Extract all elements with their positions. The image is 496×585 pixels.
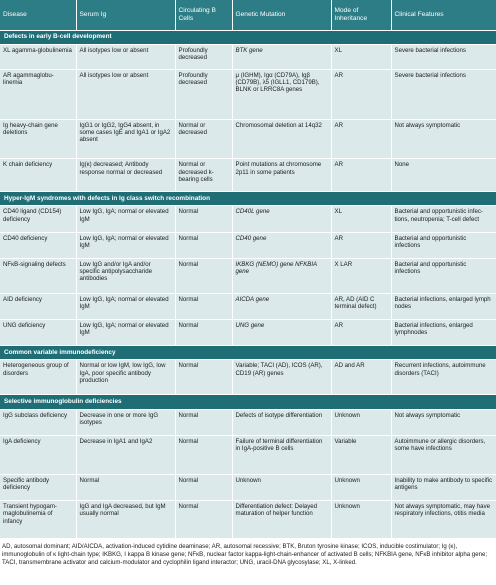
cell-b-cells: Normal	[175, 258, 232, 293]
cell-inheritance: Unknown	[331, 475, 391, 501]
cell-genetic-mutation: Failure of terminal differentiation in IgA-positive B cells	[232, 435, 331, 474]
cell-clinical-features: Bacterial and opportunistic infections	[391, 258, 496, 293]
section-header-row	[0, 30, 496, 44]
table-row	[0, 258, 496, 293]
table-row	[0, 159, 496, 192]
section-header-row	[0, 346, 496, 360]
cell-serum-ig: Decrease in one or more IgG isotypes	[76, 409, 175, 435]
cell-disease: NFκB-signaling defects	[0, 258, 76, 293]
cell-b-cells: Normal	[175, 293, 232, 319]
cell-inheritance: AR	[331, 319, 391, 345]
cell-b-cells: Profoundly decreased	[175, 69, 232, 119]
cell-disease: XL agamma-globulinemia	[0, 44, 76, 69]
cell-disease: CD40 deficiency	[0, 232, 76, 258]
cell-serum-ig: Normal or low IgM, low IgG, low IgA, poor specific antibody production	[76, 360, 175, 395]
cell-clinical-features: Not always symptomatic, may have respiratory infections, otitis media	[391, 501, 496, 538]
cell-serum-ig: Normal	[76, 475, 175, 501]
section-header-row	[0, 192, 496, 206]
cell-genetic-mutation: BTK gene	[232, 44, 331, 69]
cell-genetic-mutation: μ (IGHM), Igα (CD79A), Igβ (CD79B), λ5 (IGLL1, CD179B), BLNK or LRRC8A genes	[232, 69, 331, 119]
cell-serum-ig: IgG1 or IgG2, IgG4 absent, in some cases IgE and IgA1 or IgA2 absent	[76, 120, 175, 159]
cell-clinical-features: Not always symptomatic	[391, 120, 496, 159]
cell-clinical-features: None	[391, 159, 496, 192]
cell-serum-ig: Low IgG, IgA; normal or elevated IgM	[76, 293, 175, 319]
cell-genetic-mutation: IKBKG (NEMO) gene NFKBIA gene	[232, 258, 331, 293]
cell-inheritance: Unknown	[331, 501, 391, 538]
table-row	[0, 232, 496, 258]
cell-b-cells: Normal	[175, 319, 232, 345]
cell-serum-ig: Ig(κ) decreased; Antibody response normal or decreased	[76, 159, 175, 192]
section-title: Defects in early B-cell development	[0, 30, 496, 44]
section-title: Selective immunoglobulin deficiencies	[0, 395, 496, 409]
cell-clinical-features: Bacterial infections, enlarged lymph nodes	[391, 293, 496, 319]
cell-b-cells: Normal or decreased k-bearing cells	[175, 159, 232, 192]
cell-disease: Heterogeneous group of disorders	[0, 360, 76, 395]
cell-inheritance: AR	[331, 232, 391, 258]
cell-genetic-mutation: CD40L gene	[232, 206, 331, 232]
cell-clinical-features: Inability to make antibody to specific antigens	[391, 475, 496, 501]
table-header-row	[0, 0, 496, 30]
cell-disease: AID deficiency	[0, 293, 76, 319]
cell-b-cells: Normal	[175, 206, 232, 232]
cell-genetic-mutation: Chromosomal deletion at 14q32	[232, 120, 331, 159]
cell-inheritance: AR	[331, 159, 391, 192]
cell-disease: IgA deficiency	[0, 435, 76, 474]
cell-serum-ig: Low IgG, IgA; normal or elevated IgM	[76, 232, 175, 258]
table-row	[0, 44, 496, 69]
cell-b-cells: Normal	[175, 409, 232, 435]
cell-genetic-mutation: Unknown	[232, 475, 331, 501]
cell-b-cells: Profoundly decreased	[175, 44, 232, 69]
table-footnote: AD, autosomal dominant; AID/AICDA, activation-induced cytidine deaminase; AR, autosomal recessive; BTK, Bruton tyrosine kinase; ICOS, inducible costimulator; Ig (κ), immunoglobulin of κ light-chain type; IKBKG, I kappa B kinase gene; NFκB, nuclear factor kappa-light-chain-enhancer of activated B cells; NFKBIA gene, NFκB inhibitor alpha gene; TACI, transmembrane activator and calcium-modulator and cyclophilin ligand interactor; UNG, uracil-DNA glycosylase; XL, X-linked.	[2, 543, 488, 566]
cell-serum-ig: IgG and IgA decreased, but IgM usually normal	[76, 501, 175, 538]
table-row	[0, 319, 496, 345]
cell-genetic-mutation: UNG gene	[232, 319, 331, 345]
cell-serum-ig: Decrease in IgA1 and IgA2	[76, 435, 175, 474]
cell-b-cells: Normal	[175, 501, 232, 538]
cell-serum-ig: All isotypes low or absent	[76, 69, 175, 119]
cell-clinical-features: Severe bacterial infections	[391, 69, 496, 119]
cell-genetic-mutation: Defects of isotype differentiation	[232, 409, 331, 435]
header-mode-of-inheritance: Mode of Inheritance	[331, 0, 391, 30]
cell-b-cells: Normal	[175, 232, 232, 258]
cell-disease: AR agammaglobu-linemia	[0, 69, 76, 119]
cell-disease: CD40 ligand (CD154) deficiency	[0, 206, 76, 232]
cell-genetic-mutation: Variable; TACI (AD), ICOS (AR), CD19 (AR) genes	[232, 360, 331, 395]
table-row	[0, 69, 496, 119]
cell-genetic-mutation: Point mutations at chromosome 2p11 in some patients	[232, 159, 331, 192]
cell-genetic-mutation: Differentiation defect: Delayed maturation of helper function	[232, 501, 331, 538]
cell-clinical-features: Bacterial and opportunistic infec-tions, neutropenia; T-cell defect	[391, 206, 496, 232]
cell-inheritance: AR	[331, 120, 391, 159]
section-title: Common variable immunodeficiency	[0, 346, 496, 360]
cell-clinical-features: Bacterial and opportunistic infections	[391, 232, 496, 258]
header-circulating-b-cells: Circulating B Cells	[175, 0, 232, 30]
cell-disease: Transient hypogam-maglobulinemia of infancy	[0, 501, 76, 538]
cell-clinical-features: Recurrent infections, autoimmune disorders (TACI)	[391, 360, 496, 395]
cell-b-cells: Normal	[175, 360, 232, 395]
table-row	[0, 293, 496, 319]
table-row	[0, 206, 496, 232]
table-row	[0, 120, 496, 159]
table-row	[0, 475, 496, 501]
table-row	[0, 409, 496, 435]
header-disease: Disease	[0, 0, 76, 30]
cell-clinical-features: Severe bacterial infections	[391, 44, 496, 69]
section-title: Hyper-IgM syndromes with defects in Ig class switch recombination	[0, 192, 496, 206]
cell-disease: Specific antibody deficiency	[0, 475, 76, 501]
cell-genetic-mutation: AICDA gene	[232, 293, 331, 319]
cell-clinical-features: Bacterial infections, enlarged lymphnodes	[391, 319, 496, 345]
cell-inheritance: XL	[331, 44, 391, 69]
cell-serum-ig: All isotypes low or absent	[76, 44, 175, 69]
cell-serum-ig: Low IgG and/or IgA and/or specific antipolysaccharide antibodies	[76, 258, 175, 293]
cell-inheritance: Unknown	[331, 409, 391, 435]
cell-genetic-mutation: CD40 gene	[232, 232, 331, 258]
section-header-row	[0, 395, 496, 409]
cell-inheritance: Variable	[331, 435, 391, 474]
header-clinical-features: Clinical Features	[391, 0, 496, 30]
cell-clinical-features: Autoimmune or allergic disorders, some have infections	[391, 435, 496, 474]
cell-disease: UNG deficiency	[0, 319, 76, 345]
cell-inheritance: XL	[331, 206, 391, 232]
header-serum-ig: Serum Ig	[76, 0, 175, 30]
cell-inheritance: AR, AD (AID C terminal defect)	[331, 293, 391, 319]
cell-b-cells: Normal	[175, 475, 232, 501]
cell-inheritance: AD and AR	[331, 360, 391, 395]
cell-inheritance: AR	[331, 69, 391, 119]
header-genetic-mutation: Genetic Mutation	[232, 0, 331, 30]
cell-clinical-features: Not always symptomatic	[391, 409, 496, 435]
cell-inheritance: X LAR	[331, 258, 391, 293]
cell-serum-ig: Low IgG, IgA; normal or elevated IgM	[76, 206, 175, 232]
cell-serum-ig: Low IgG, IgA; normal or elevated IgM	[76, 319, 175, 345]
cell-b-cells: Normal	[175, 435, 232, 474]
table-row	[0, 501, 496, 538]
table-row	[0, 360, 496, 395]
cell-disease: Ig heavy-chain gene deletions	[0, 120, 76, 159]
cell-disease: IgG subclass deficiency	[0, 409, 76, 435]
cell-b-cells: Normal or decreased	[175, 120, 232, 159]
table-row	[0, 435, 496, 474]
cell-disease: K chain deficiency	[0, 159, 76, 192]
